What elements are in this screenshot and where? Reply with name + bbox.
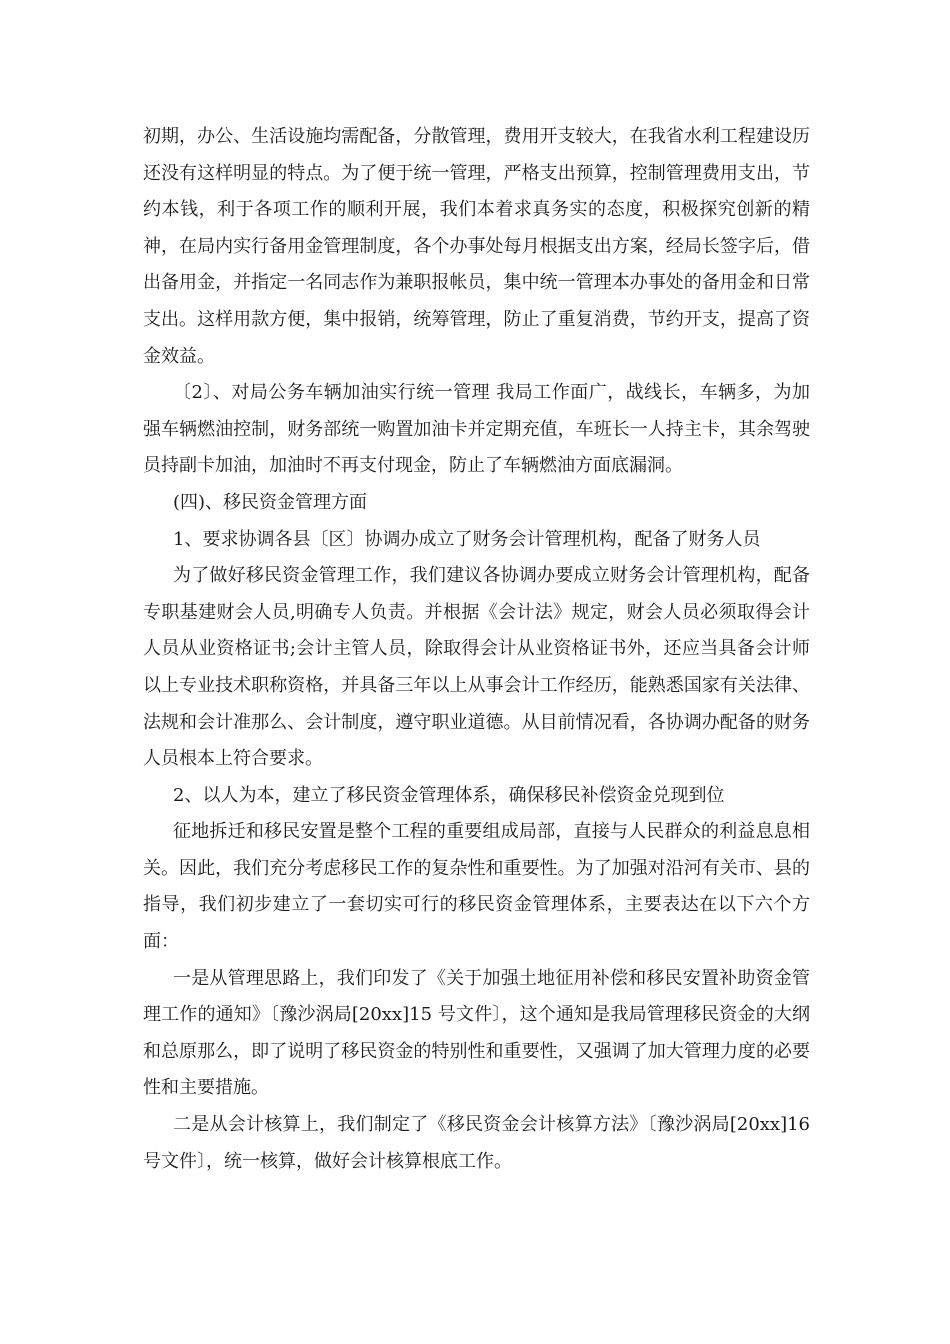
paragraph-1: 初期，办公、生活设施均需配备，分散管理，费用开支较大，在我省水利工程建设历还没有这样明显的特点。为了便于统一管理，严格支出预算，控制管理费用支出，节约本钱，利于各项工作的顺利开展，我们本着求真务实的态度，积极探究创新的精神，在局内实行备用金管理制度，各个办事处每月根据支出方案，经局长签字后，借出备用金，并指定一名同志作为兼职报帐员，集中统一管理本办事处的备用金和日常支出。这样用款方便，集中报销，统筹管理，防止了重复消费，节约开支，提高了资金效益。	[143, 126, 810, 367]
document-body	[143, 119, 810, 1180]
paragraph-4: 征地拆迁和移民安置是整个工程的重要组成局部，直接与人民群众的利益息息相关。因此，我们充分考虑移民工作的复杂性和重要性。为了加强对沿河有关市、县的指导，我们初步建立了一套切实可行的移民资金管理体系，主要表达在以下六个方面：	[143, 821, 810, 953]
section-heading-migrant-funds: (四)、移民资金管理方面	[173, 491, 368, 513]
subheading-2: 2、以人为本，建立了移民资金管理体系，确保移民补偿资金兑现到位	[173, 784, 725, 806]
paragraph-3: 为了做好移民资金管理工作，我们建议各协调办要成立财务会计管理机构，配备专职基建财会人员,明确专人负责。并根据《会计法》规定，财会人员必须取得会计人员从业资格证书;会计主管人员，除取得会计从业资格证书外，还应当具备会计师以上专业技术职称资格，并具备三年以上从事会计工作经历，能熟悉国家有关法律、法规和会计准那么、会计制度，遵守职业道德。从目前情况看，各协调办配备的财务人员根本上符合要求。	[143, 565, 810, 770]
paragraph-5: 一是从管理思路上，我们印发了《关于加强土地征用补偿和移民安置补助资金管理工作的通知》〔豫沙涡局[20xx]15 号文件〕，这个通知是我局管理移民资金的大纲和总原那么，即了说明了移民资金的特别性和重要性，又强调了加大管理力度的必要性和主要措施。	[143, 967, 810, 1099]
paragraph-2: 〔2〕、对局公务车辆加油实行统一管理 我局工作面广，战线长，车辆多，为加强车辆燃油控制，财务部统一购置加油卡并定期充值，车班长一人持主卡，其余驾驶员持副卡加油，加油时不再支付现金，防止了车辆燃油方面底漏洞。	[143, 382, 810, 477]
paragraph-6: 二是从会计核算上，我们制定了《移民资金会计核算方法》〔豫沙涡局[20xx]16 号文件〕，统一核算，做好会计核算根底工作。	[143, 1114, 810, 1172]
subheading-1: 1、要求协调各县〔区〕协调办成立了财务会计管理机构，配备了财务人员	[173, 528, 761, 550]
